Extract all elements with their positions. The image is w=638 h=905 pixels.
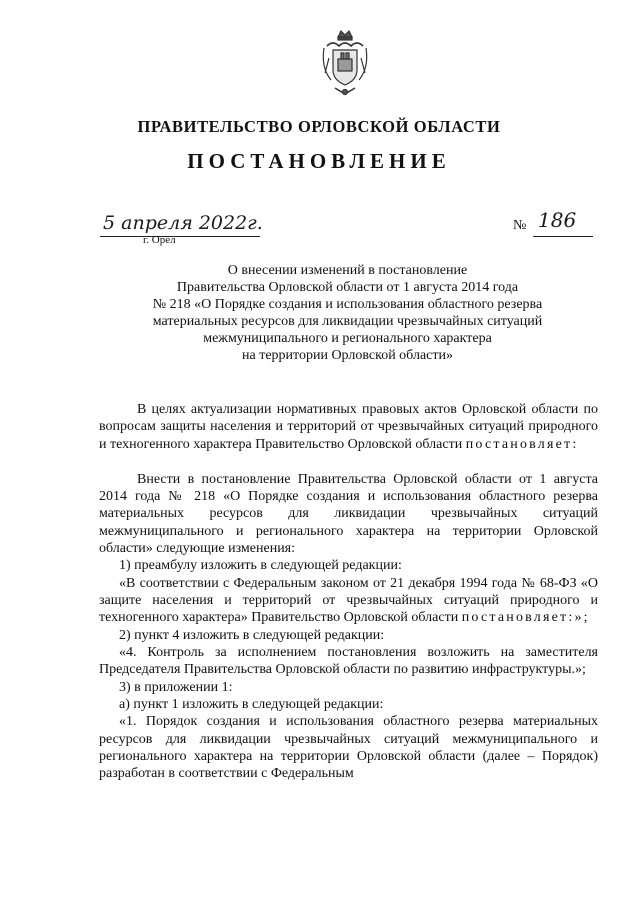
- subject-line: О внесении изменений в постановление: [227, 263, 468, 278]
- document-city: г. Орёл: [143, 234, 176, 246]
- document-date: 5 апреля 2022г.: [103, 212, 263, 234]
- preamble-paragraph: [99, 401, 598, 453]
- document-number: 186: [538, 208, 577, 232]
- number-label: №: [513, 218, 527, 233]
- coat-of-arms-icon: [321, 28, 369, 98]
- quote-3-paragraph: «1. Порядок создания и использования областного резерва материальных ресурсов для ликвидации чрезвычайных ситуаций межмуниципального и регионального характера на территории Орловской области (далее – Порядок) разработан в соответствии с Федеральным: [99, 714, 598, 782]
- quote-1-verb: постановляет:»;: [461, 610, 590, 626]
- subject-line: на территории Орловской области»: [242, 348, 453, 363]
- quote-1-paragraph: [99, 575, 598, 627]
- quote-2-paragraph: «4. Контроль за исполнением постановления возложить на заместителя Председателя Правительства Орловской области по развитию инфраструктуры.»;: [99, 644, 598, 678]
- subject-line: Правительства Орловской области от 1 августа 2014 года: [176, 280, 519, 295]
- preamble-text: В целях актуализации нормативных правовых актов Орловской области по вопросам защиты населения и территорий от чрезвычайных ситуаций природного и техногенного характера Правительство Орловской области: [99, 402, 598, 452]
- item-2: 2) пункт 4 изложить в следующей редакции:: [119, 627, 385, 643]
- organization-title: ПРАВИТЕЛЬСТВО ОРЛОВСКОЙ ОБЛАСТИ: [137, 117, 501, 136]
- item-3: 3) в приложении 1:: [119, 679, 233, 695]
- document-type-title: ПОСТАНОВЛЕНИЕ: [187, 149, 451, 173]
- quote-1-text: «В соответствии с Федеральным законом от 21 декабря 1994 года № 68-ФЗ «О защите населения и территорий от чрезвычайных ситуаций природного и техногенного характера» Правительство Орловской области: [99, 575, 598, 626]
- item-3a: а) пункт 1 изложить в следующей редакции:: [119, 697, 384, 712]
- subject-line: № 218 «О Порядке создания и использования областного резерва: [152, 297, 543, 312]
- item-1: 1) преамбулу изложить в следующей редакции:: [119, 558, 402, 574]
- document-subject: [100, 262, 595, 364]
- subject-line: межмуниципального и регионального характера: [203, 331, 492, 346]
- date-underline: [100, 236, 260, 237]
- document-body: [99, 401, 598, 783]
- preamble-verb: постановляет:: [465, 436, 579, 452]
- subject-line: материальных ресурсов для ликвидации чрезвычайных ситуаций: [152, 314, 543, 329]
- number-underline: [533, 236, 593, 237]
- intro-paragraph: Внести в постановление Правительства Орловской области от 1 августа 2014 года № 218 «О Порядке создания и использования областного резерва материальных ресурсов для ликвидации чрезвычайных ситуаций межмуниципального и регионального характера на территории Орловской области» следующие изменения:: [99, 471, 598, 556]
